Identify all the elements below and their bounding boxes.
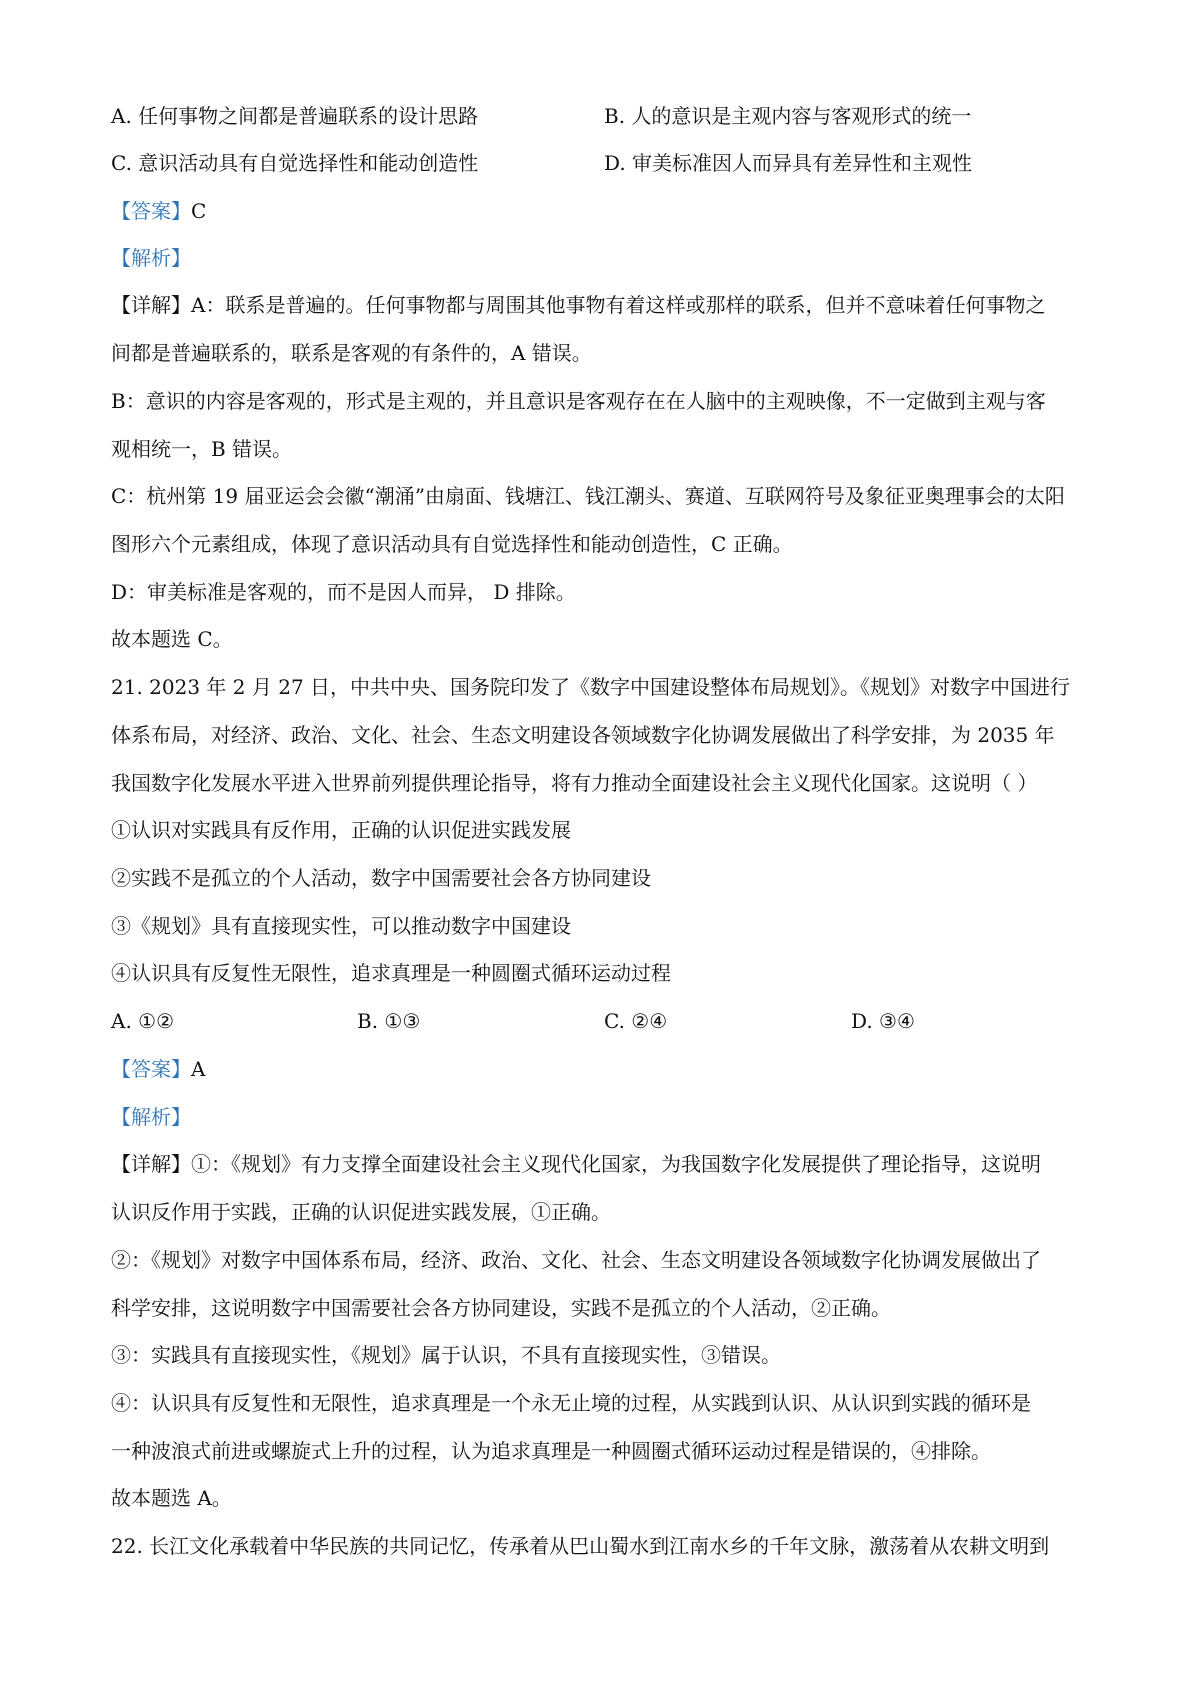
q20-option-c: C. 意识活动具有自觉选择性和能动创造性 bbox=[111, 151, 479, 175]
q21-item-4: ④认识具有反复性无限性，追求真理是一种圆圈式循环运动过程 bbox=[111, 961, 671, 985]
q20-option-b: B. 人的意识是主观内容与客观形式的统一 bbox=[604, 104, 972, 128]
q21-detail-line: ③：实践具有直接现实性，《规划》属于认识，不具有直接现实性，③错误。 bbox=[111, 1343, 781, 1367]
q22-stem-line: 22. 长江文化承载着中华民族的共同记忆，传承着从巴山蜀水到江南水乡的千年文脉，激荡着从农耕文明到 bbox=[111, 1534, 1050, 1558]
q20-detail-line: B：意识的内容是客观的，形式是主观的，并且意识是客观存在在人脑中的主观映像，不一定做到主观与客 bbox=[111, 389, 1046, 413]
q21-conclusion: 故本题选 A。 bbox=[111, 1486, 232, 1510]
q20-detail-line: 观相统一，B 错误。 bbox=[111, 437, 293, 461]
q20-analysis-tag: 【解析】 bbox=[111, 246, 191, 270]
q20-detail-line: 图形六个元素组成，体现了意识活动具有自觉选择性和能动创造性，C 正确。 bbox=[111, 532, 793, 556]
q21-stem-line: 21. 2023 年 2 月 27 日，中共中央、国务院印发了《数字中国建设整体布局规划》。《规划》对数字中国进行 bbox=[111, 675, 1071, 699]
q21-detail-line: 【详解】①：《规划》有力支撑全面建设社会主义现代化国家，为我国数字化发展提供了理论指导，这说明 bbox=[111, 1152, 1041, 1176]
answer-tag: 【答案】 bbox=[111, 1057, 191, 1081]
q21-detail-line: ②：《规划》对数字中国体系布局，经济、政治、文化、社会、生态文明建设各领域数字化协调发展做出了 bbox=[111, 1248, 1041, 1272]
q21-option-a: A. ①② bbox=[111, 1009, 175, 1033]
q21-item-3: ③《规划》具有直接现实性，可以推动数字中国建设 bbox=[111, 914, 571, 938]
q21-detail-line: 一种波浪式前进或螺旋式上升的过程，认为追求真理是一种圆圈式循环运动过程是错误的，④排除。 bbox=[111, 1439, 991, 1463]
q21-item-1: ①认识对实践具有反作用，正确的认识促进实践发展 bbox=[111, 818, 571, 842]
q20-detail-line: 间都是普遍联系的，联系是客观的有条件的，A 错误。 bbox=[111, 341, 592, 365]
q21-detail-line: 科学安排，这说明数字中国需要社会各方协同建设，实践不是孤立的个人活动，②正确。 bbox=[111, 1296, 891, 1320]
q21-detail-line: ④：认识具有反复性和无限性，追求真理是一个永无止境的过程，从实践到认识、从认识到实践的循环是 bbox=[111, 1391, 1031, 1415]
q21-stem-line: 体系布局，对经济、政治、文化、社会、生态文明建设各领域数字化协调发展做出了科学安排，为 2035 年 bbox=[111, 723, 1055, 747]
q21-answer-line bbox=[111, 1054, 205, 1084]
q21-item-2: ②实践不是孤立的个人活动，数字中国需要社会各方协同建设 bbox=[111, 866, 651, 890]
q20-detail-line: D：审美标准是客观的，而不是因人而异， D 排除。 bbox=[111, 580, 576, 604]
q20-option-d: D. 审美标准因人而异具有差异性和主观性 bbox=[604, 151, 973, 175]
q21-option-c: C. ②④ bbox=[604, 1009, 668, 1033]
q20-option-a: A. 任何事物之间都是普遍联系的设计思路 bbox=[111, 104, 479, 128]
q21-option-d: D. ③④ bbox=[851, 1009, 915, 1033]
q20-detail-line: 【详解】A：联系是普遍的。任何事物都与周围其他事物有着这样或那样的联系，但并不意味着任何事物之 bbox=[111, 293, 1046, 317]
q20-conclusion: 故本题选 C。 bbox=[111, 627, 233, 651]
q20-answer: C bbox=[191, 199, 207, 223]
q20-answer-line bbox=[111, 196, 206, 226]
q21-option-b: B. ①③ bbox=[357, 1009, 421, 1033]
q21-detail-line: 认识反作用于实践，正确的认识促进实践发展，①正确。 bbox=[111, 1200, 611, 1224]
answer-tag: 【答案】 bbox=[111, 199, 191, 223]
q21-stem-line: 我国数字化发展水平进入世界前列提供理论指导，将有力推动全面建设社会主义现代化国家。这说明（ ） bbox=[111, 771, 1038, 795]
q21-answer: A bbox=[191, 1057, 206, 1081]
q21-analysis-tag: 【解析】 bbox=[111, 1105, 191, 1129]
q20-detail-line: C：杭州第 19 届亚运会会徽“潮涌”由扇面、钱塘江、钱江潮头、赛道、互联网符号及象征亚奥理事会的太阳 bbox=[111, 484, 1065, 508]
